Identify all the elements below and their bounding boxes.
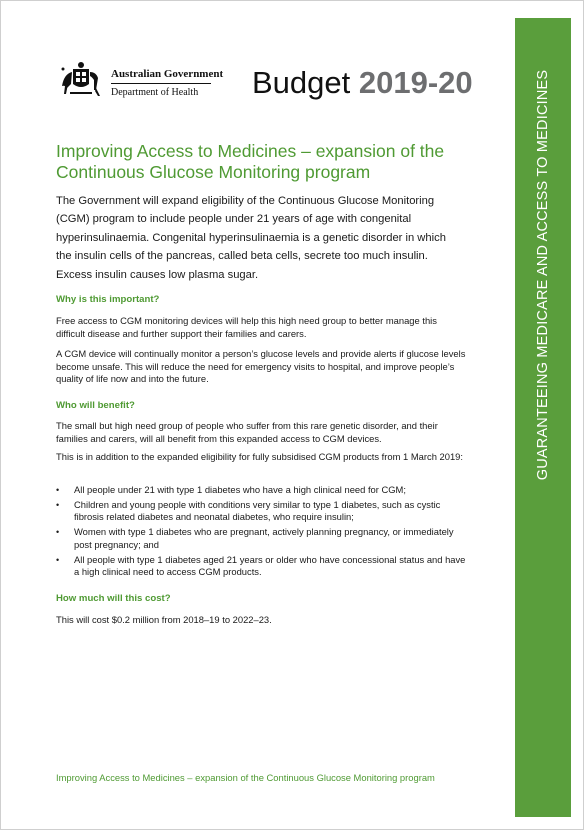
list-item bbox=[56, 526, 466, 551]
page-title: Improving Access to Medicines – expansion of the Continuous Glucose Monitoring program bbox=[56, 141, 445, 182]
heading-who: Who will benefit? bbox=[56, 400, 135, 411]
department-name: Department of Health bbox=[111, 87, 199, 98]
page-footer: Improving Access to Medicines – expansion of the Continuous Glucose Monitoring program bbox=[56, 772, 435, 783]
budget-heading bbox=[252, 66, 473, 100]
list-item bbox=[56, 499, 466, 524]
bullet-icon: • bbox=[56, 554, 60, 565]
list-item-text: Women with type 1 diabetes who are pregnant, actively planning pregnancy, or immediately post pregnancy; and bbox=[74, 526, 454, 550]
budget-year: 2019-20 bbox=[358, 65, 473, 100]
list-item bbox=[56, 484, 466, 497]
header bbox=[56, 58, 473, 108]
list-item-text: Children and young people with conditions very similar to type 1 diabetes, such as cystic fibrosis related diabetes and neonatal diabetes, who require insulin; bbox=[74, 498, 441, 523]
government-logo-text bbox=[111, 68, 223, 99]
list-item-text: All people under 21 with type 1 diabetes who have a high clinical need for CGM; bbox=[74, 484, 406, 495]
cost-paragraph: This will cost $0.2 million from 2018–19 to 2022–23. bbox=[56, 614, 272, 625]
side-banner-text: GUARANTEEING MEDICARE AND ACCESS TO MEDICINES bbox=[535, 69, 551, 481]
why-paragraph-1: Free access to CGM monitoring devices will help this high need group to better manage this difficult disease and further support their families and carers. bbox=[56, 315, 437, 339]
who-paragraph-1: The small but high need group of people who suffer from this rare genetic disorder, and their families and carers, will all benefit from this expanded access to CGM devices. bbox=[56, 420, 438, 444]
eligibility-list bbox=[56, 484, 466, 581]
bullet-icon: • bbox=[56, 485, 60, 495]
why-paragraph-2: A CGM device will continually monitor a person’s glucose levels and provide alerts if glucose levels become unsafe. This will reduce the need for emergency visits to hospital, and improve people’s quality of life now and into the future. bbox=[56, 348, 466, 385]
logo-divider bbox=[111, 83, 211, 84]
heading-why: Why is this important? bbox=[56, 294, 160, 305]
bullet-icon: • bbox=[56, 527, 60, 538]
who-paragraph-2: This is in addition to the expanded eligibility for fully subsidised CGM products from 1 March 2019: bbox=[56, 451, 463, 462]
bullet-icon: • bbox=[56, 499, 60, 510]
intro-paragraph: The Government will expand eligibility of the Continuous Glucose Monitoring (CGM) program to include people under 21 years of age with congenital hyperinsulinaemia. Congenital hyperinsulinaemia is a genetic disorder in which the insulin cells of the pancreas, called beta cells, secrete too much insulin. Excess insulin causes low plasma sugar. bbox=[56, 195, 446, 281]
list-item bbox=[56, 554, 466, 579]
budget-word: Budget bbox=[252, 65, 351, 100]
list-item-text: All people with type 1 diabetes aged 21 years or older who have concessional status and have a high clinical need to access CGM products. bbox=[74, 553, 466, 578]
government-name: Australian Government bbox=[111, 68, 224, 80]
coat-of-arms-icon bbox=[56, 60, 106, 100]
heading-cost: How much will this cost? bbox=[56, 593, 171, 604]
